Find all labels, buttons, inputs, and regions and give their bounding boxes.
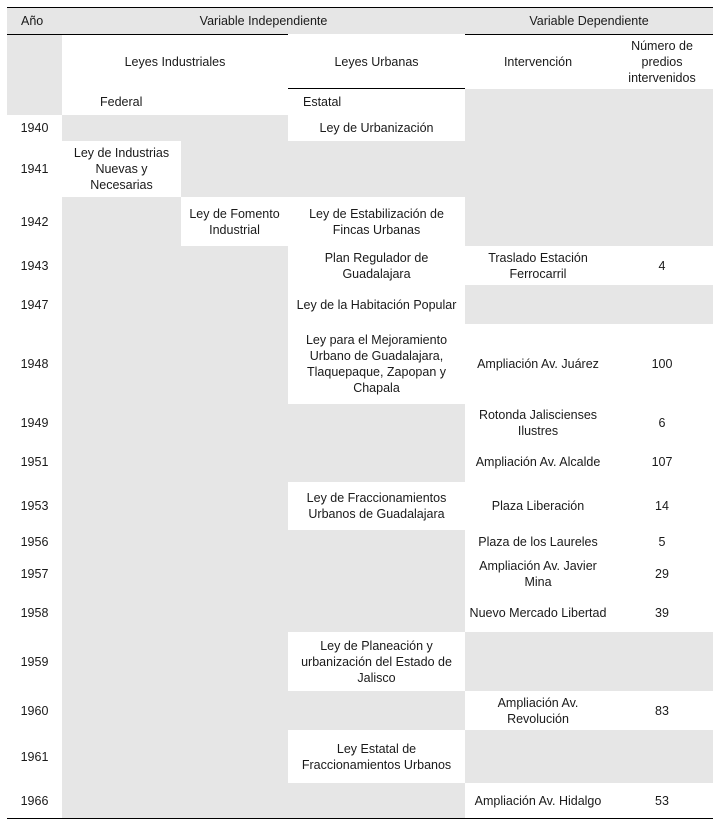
intervention-cell	[465, 285, 611, 324]
year-cell: 1947	[7, 285, 62, 324]
header-urban-laws: Leyes Urbanas	[288, 34, 465, 89]
industrial-state-cell	[181, 115, 288, 141]
plots-cell	[611, 285, 713, 324]
intervention-cell	[465, 197, 611, 246]
header-independent: Variable Independiente	[62, 7, 465, 34]
industrial-state-cell	[181, 691, 288, 730]
plots-cell: 107	[611, 442, 713, 482]
industrial-state-cell	[181, 783, 288, 819]
plots-cell: 83	[611, 691, 713, 730]
industrial-federal-cell	[62, 197, 181, 246]
industrial-state-cell	[181, 632, 288, 691]
intervention-cell: Ampliación Av. Alcalde	[465, 442, 611, 482]
industrial-federal-cell	[62, 691, 181, 730]
plots-cell: 4	[611, 246, 713, 285]
header-state: Estatal	[288, 89, 465, 115]
industrial-state-cell: Ley de Fomento Industrial	[181, 197, 288, 246]
industrial-state-cell	[181, 404, 288, 442]
urban-law-cell: Ley para el Mejoramiento Urbano de Guadalajara, Tlaquepaque, Zapopan y Chapala	[288, 324, 465, 404]
header-dependent-filler	[465, 89, 713, 115]
urban-law-cell	[288, 783, 465, 819]
intervention-cell: Ampliación Av. Javier Mina	[465, 554, 611, 593]
intervention-cell: Plaza Liberación	[465, 482, 611, 530]
urban-law-cell: Ley de Fraccionamientos Urbanos de Guadalajara	[288, 482, 465, 530]
top-rule	[7, 7, 713, 8]
industrial-federal-cell: Ley de Industrias Nuevas y Necesarias	[62, 141, 181, 197]
industrial-federal-cell	[62, 115, 181, 141]
industrial-federal-cell	[62, 554, 181, 593]
industrial-federal-cell	[62, 324, 181, 404]
industrial-state-cell	[181, 530, 288, 554]
year-cell: 1948	[7, 324, 62, 404]
header-federal: Federal	[62, 89, 288, 115]
plots-cell: 6	[611, 404, 713, 442]
laws-table	[7, 7, 713, 819]
urban-law-cell: Ley de la Habitación Popular	[288, 285, 465, 324]
header-industrial-laws: Leyes Industriales	[62, 34, 288, 89]
industrial-federal-cell	[62, 530, 181, 554]
industrial-federal-cell	[62, 593, 181, 632]
year-cell: 1941	[7, 141, 62, 197]
intervention-cell: Ampliación Av. Juárez	[465, 324, 611, 404]
urban-law-cell	[288, 530, 465, 554]
plots-cell: 39	[611, 593, 713, 632]
industrial-state-cell	[181, 730, 288, 783]
year-cell: 1940	[7, 115, 62, 141]
industrial-federal-cell	[62, 783, 181, 819]
year-cell: 1959	[7, 632, 62, 691]
urban-law-cell: Ley de Urbanización	[288, 115, 465, 141]
urban-law-cell	[288, 593, 465, 632]
urban-law-cell: Plan Regulador de Guadalajara	[288, 246, 465, 285]
intervention-cell: Ampliación Av. Hidalgo	[465, 783, 611, 819]
plots-cell: 53	[611, 783, 713, 819]
plots-cell: 5	[611, 530, 713, 554]
plots-cell: 29	[611, 554, 713, 593]
header-dependent: Variable Dependiente	[465, 7, 713, 34]
year-cell: 1956	[7, 530, 62, 554]
year-cell: 1953	[7, 482, 62, 530]
intervention-cell: Traslado Estación Ferrocarril	[465, 246, 611, 285]
industrial-federal-cell	[62, 285, 181, 324]
intervention-cell	[465, 115, 611, 141]
urban-law-cell: Ley de Estabilización de Fincas Urbanas	[288, 197, 465, 246]
plots-cell	[611, 197, 713, 246]
header-intervention: Intervención	[465, 34, 611, 89]
urban-law-cell	[288, 691, 465, 730]
industrial-federal-cell	[62, 246, 181, 285]
year-cell: 1958	[7, 593, 62, 632]
industrial-state-cell	[181, 324, 288, 404]
year-cell: 1957	[7, 554, 62, 593]
intervention-cell: Ampliación Av. Revolución	[465, 691, 611, 730]
industrial-state-cell	[181, 554, 288, 593]
bottom-rule	[7, 818, 713, 819]
year-cell: 1942	[7, 197, 62, 246]
plots-cell	[611, 115, 713, 141]
industrial-federal-cell	[62, 632, 181, 691]
urban-law-cell: Ley Estatal de Fraccionamientos Urbanos	[288, 730, 465, 783]
year-cell: 1960	[7, 691, 62, 730]
header-year-filler	[7, 34, 62, 115]
header-rule-right	[465, 34, 713, 35]
plots-cell	[611, 141, 713, 197]
urban-law-cell: Ley de Planeación y urbanización del Estado de Jalisco	[288, 632, 465, 691]
plots-cell: 14	[611, 482, 713, 530]
urban-law-cell	[288, 554, 465, 593]
industrial-state-cell	[181, 285, 288, 324]
urban-law-cell	[288, 141, 465, 197]
state-rule	[288, 88, 465, 89]
year-cell: 1966	[7, 783, 62, 819]
industrial-state-cell	[181, 482, 288, 530]
intervention-cell	[465, 632, 611, 691]
year-cell: 1949	[7, 404, 62, 442]
industrial-state-cell	[181, 593, 288, 632]
year-cell: 1961	[7, 730, 62, 783]
industrial-state-cell	[181, 442, 288, 482]
industrial-federal-cell	[62, 442, 181, 482]
urban-law-cell	[288, 442, 465, 482]
industrial-federal-cell	[62, 404, 181, 442]
industrial-state-cell	[181, 141, 288, 197]
intervention-cell: Rotonda Jaliscienses Ilustres	[465, 404, 611, 442]
intervention-cell: Plaza de los Laureles	[465, 530, 611, 554]
header-plots: Número de predios intervenidos	[611, 34, 713, 89]
plots-cell	[611, 632, 713, 691]
industrial-state-cell	[181, 246, 288, 285]
header-rule-left	[7, 34, 288, 35]
plots-cell: 100	[611, 324, 713, 404]
year-cell: 1943	[7, 246, 62, 285]
intervention-cell	[465, 141, 611, 197]
industrial-federal-cell	[62, 730, 181, 783]
intervention-cell: Nuevo Mercado Libertad	[465, 593, 611, 632]
intervention-cell	[465, 730, 611, 783]
plots-cell	[611, 730, 713, 783]
year-cell: 1951	[7, 442, 62, 482]
header-year: Año	[7, 7, 62, 34]
industrial-federal-cell	[62, 482, 181, 530]
urban-law-cell	[288, 404, 465, 442]
